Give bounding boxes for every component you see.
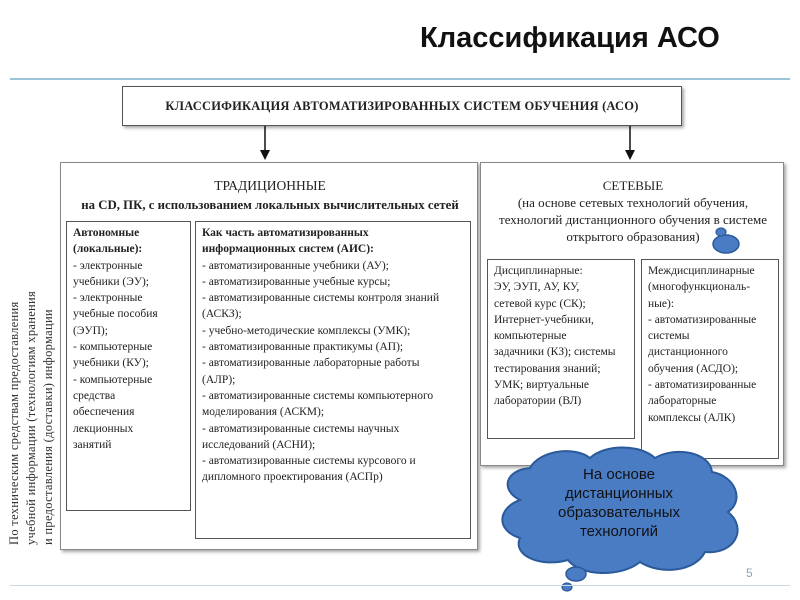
list-item: обучения (АСДО); xyxy=(648,362,739,375)
callout-line: технологий xyxy=(579,523,658,540)
disciplinary-heading: Дисциплинарные: xyxy=(494,265,583,277)
interdisciplinary-heading-2: (многофункциональ- xyxy=(648,281,751,294)
list-item: - учебно-методические комплексы (УМК); xyxy=(202,324,411,337)
list-item: ЭУ, ЭУП, АУ, КУ, xyxy=(494,281,580,294)
footer-divider xyxy=(10,585,790,586)
list-item: комплексы (АЛК) xyxy=(648,411,736,424)
list-item: (ЭУП); xyxy=(73,324,108,337)
list-item: лекционных xyxy=(73,422,134,435)
list-item: лабораторные xyxy=(648,395,717,408)
list-item: задачники (КЗ); системы xyxy=(494,346,616,359)
network-subtitle-line: открытого образования) xyxy=(566,229,700,244)
ais-heading-2: информационных систем (АИС): xyxy=(202,243,374,256)
list-item: - электронные xyxy=(73,259,143,272)
ais-heading: Как часть автоматизированных xyxy=(202,227,369,239)
network-subtitle-line: технологий дистанционного обучения в системе xyxy=(499,212,767,227)
side-label-line: учебной информации (технологиям хранения xyxy=(24,290,38,545)
network-title: СЕТЕВЫЕ xyxy=(602,178,664,193)
callout-line: дистанционных xyxy=(564,485,674,502)
thought-bubble-small xyxy=(713,228,739,253)
autonomous-heading-2: (локальные): xyxy=(73,243,143,256)
list-item: - автоматизированные учебные курсы; xyxy=(202,275,391,288)
list-item: - автоматизированные системы курсового и xyxy=(202,455,416,468)
list-item: - автоматизированные лабораторные работы xyxy=(202,357,420,370)
slide-title: Классификация АСО xyxy=(420,22,720,54)
page-number: 5 xyxy=(746,566,753,580)
list-item: - автоматизированные xyxy=(648,313,757,326)
list-item: учебные пособия xyxy=(73,308,158,321)
list-item: - автоматизированные системы компьютерного xyxy=(202,389,434,402)
network-subtitle-line: (на основе сетевых технологий обучения, xyxy=(517,195,749,210)
list-item: сетевой курс (СК); xyxy=(494,297,586,310)
list-item: - автоматизированные системы научных xyxy=(202,422,400,435)
list-item: - автоматизированные системы контроля знаний xyxy=(202,292,440,305)
list-item: средства xyxy=(73,389,116,402)
list-item: Интернет-учебники, xyxy=(494,313,594,326)
list-item: - автоматизированные практикумы (АП); xyxy=(202,341,404,354)
traditional-subtitle: на CD, ПК, с использованием локальных вычислительных сетей xyxy=(81,198,459,212)
list-item: системы xyxy=(648,330,690,343)
callout-line: На основе xyxy=(583,466,655,483)
classification-header-box: КЛАССИФИКАЦИЯ АВТОМАТИЗИРОВАННЫХ СИСТЕМ ОБУЧЕНИЯ (АСО) xyxy=(122,86,682,126)
list-item: - автоматизированные учебники (АУ); xyxy=(202,259,389,272)
thought-bubble-dot xyxy=(566,567,586,581)
list-item: (АЛР); xyxy=(202,373,236,386)
list-item: - электронные xyxy=(73,292,143,305)
list-item: исследований (АСНИ); xyxy=(202,438,316,451)
list-item: - автоматизированные xyxy=(648,379,757,392)
list-item: дипломного проектирования (АСПр) xyxy=(202,471,383,484)
autonomous-heading: Автономные xyxy=(73,227,140,239)
interdisciplinary-heading-3: ные): xyxy=(648,297,675,310)
list-item: тестирования знаний; xyxy=(494,362,601,375)
callout-line: образовательных xyxy=(558,504,680,521)
side-label-line: и предоставления (доставки) информации xyxy=(41,309,55,545)
list-item: компьютерные xyxy=(494,330,567,343)
callout-text xyxy=(514,465,724,541)
list-item: дистанционного xyxy=(648,346,728,359)
list-item: моделирования (АСКМ); xyxy=(202,406,325,419)
list-item: - компьютерные xyxy=(73,373,153,386)
traditional-title: ТРАДИЦИОННЫЕ xyxy=(214,178,326,193)
list-item: занятий xyxy=(73,438,112,451)
list-item: учебники (ЭУ); xyxy=(73,275,150,288)
list-item: УМК; виртуальные xyxy=(494,379,589,392)
list-item: (АСКЗ); xyxy=(202,308,242,321)
list-item: лаборатории (ВЛ) xyxy=(494,395,582,408)
list-item: обеспечения xyxy=(73,406,135,419)
list-item: учебники (КУ); xyxy=(73,357,149,370)
side-label-line: По техническим средствам предоставления xyxy=(7,301,21,545)
list-item: - компьютерные xyxy=(73,341,153,354)
interdisciplinary-heading: Междисциплинарные xyxy=(648,265,755,277)
